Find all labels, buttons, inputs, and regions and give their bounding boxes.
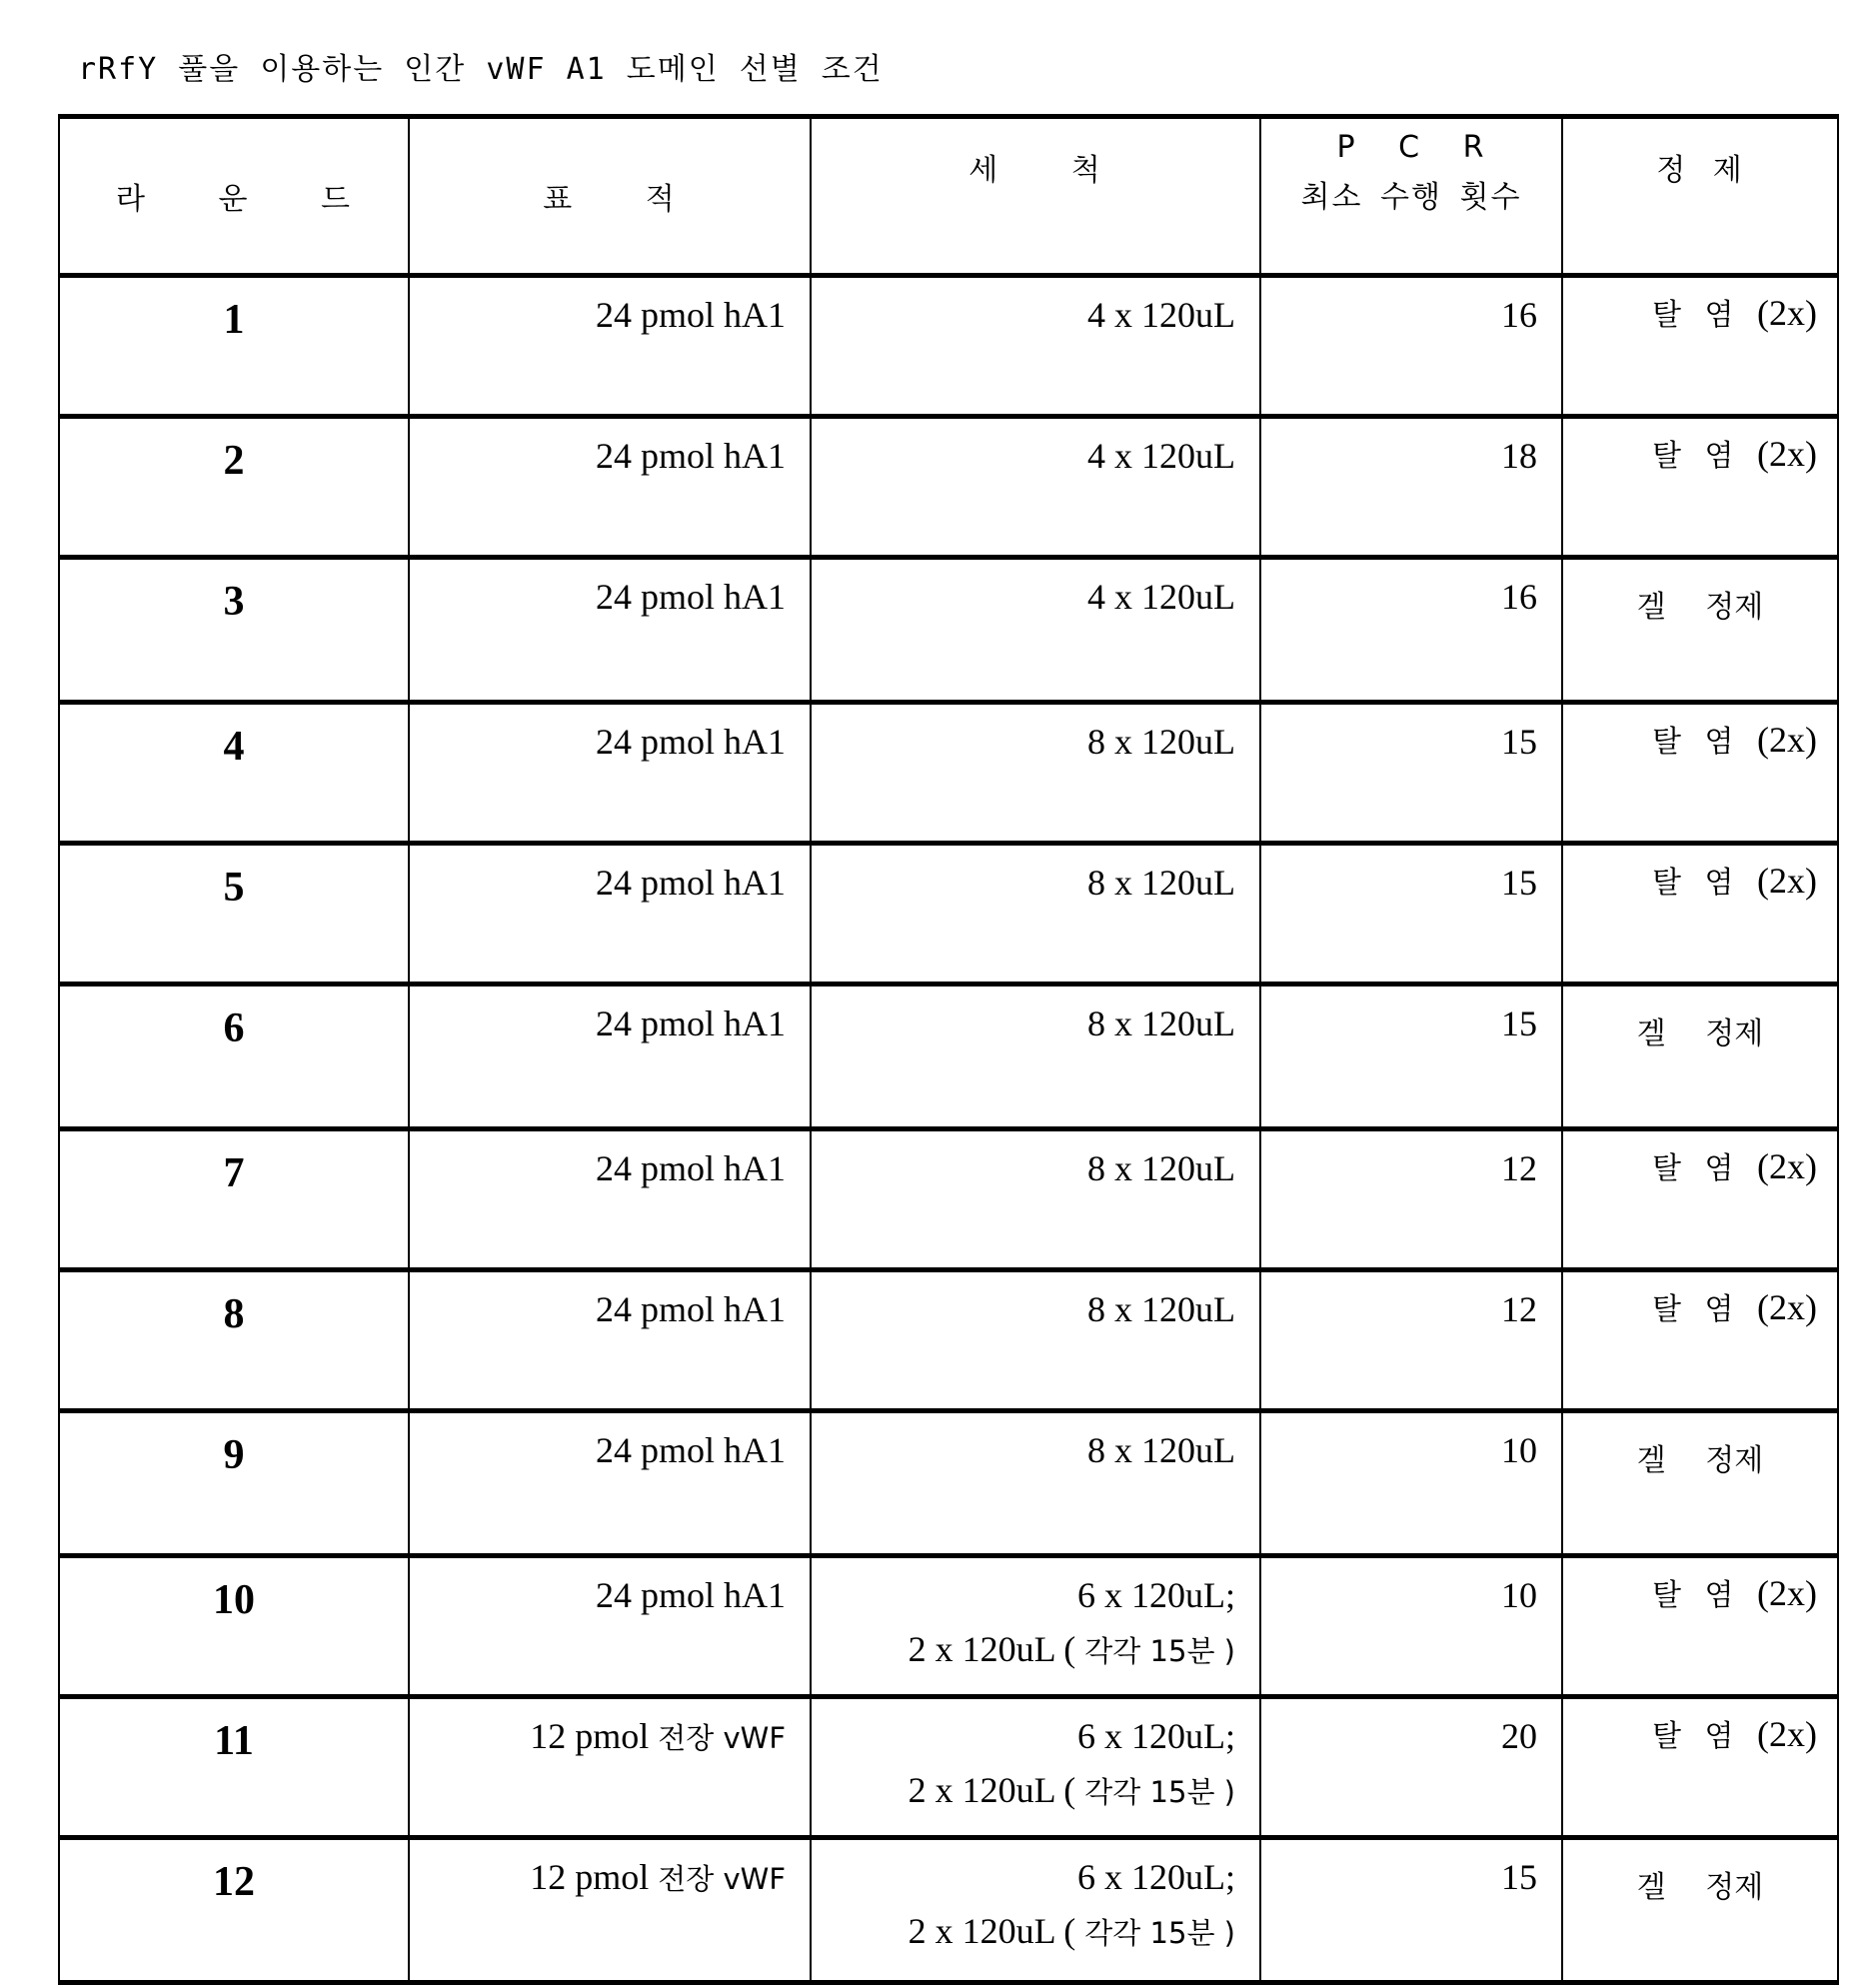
target-cell: 24 pmol hA1 <box>409 703 811 844</box>
pcr-cycles-cell: 10 <box>1260 1556 1562 1697</box>
table-row <box>59 703 1838 844</box>
purification-cell: 탈 염 (2x) <box>1562 1556 1838 1697</box>
table-row <box>59 1556 1838 1697</box>
round-cell: 10 <box>59 1556 409 1697</box>
header-target: 표 적 <box>409 117 811 276</box>
purification-cell: 겔 정제 <box>1562 985 1838 1129</box>
pcr-cycles-cell: 12 <box>1260 1129 1562 1270</box>
pcr-cycles-cell: 15 <box>1260 844 1562 985</box>
target-cell: 24 pmol hA1 <box>409 985 811 1129</box>
target-cell: 12 pmol 전장 vWF <box>409 1697 811 1838</box>
round-cell: 7 <box>59 1129 409 1270</box>
target-cell: 24 pmol hA1 <box>409 1411 811 1556</box>
pcr-cycles-cell: 15 <box>1260 1838 1562 1983</box>
round-cell: 12 <box>59 1838 409 1983</box>
purification-cell: 탈 염 (2x) <box>1562 1697 1838 1838</box>
table-row <box>59 1411 1838 1556</box>
round-cell: 4 <box>59 703 409 844</box>
target-cell: 24 pmol hA1 <box>409 1556 811 1697</box>
round-cell: 3 <box>59 558 409 703</box>
table-row <box>59 1838 1838 1983</box>
table-row <box>59 417 1838 558</box>
table-row <box>59 558 1838 703</box>
table-row <box>59 276 1838 417</box>
pcr-cycles-cell: 16 <box>1260 276 1562 417</box>
wash-cell: 8 x 120uL <box>811 1270 1260 1411</box>
table-row <box>59 1129 1838 1270</box>
selection-conditions-table <box>58 114 1839 1985</box>
purification-cell: 탈 염 (2x) <box>1562 844 1838 985</box>
purification-cell: 겔 정제 <box>1562 1838 1838 1983</box>
purification-cell: 겔 정제 <box>1562 1411 1838 1556</box>
target-cell: 24 pmol hA1 <box>409 1270 811 1411</box>
target-cell: 24 pmol hA1 <box>409 844 811 985</box>
wash-cell: 6 x 120uL; 2 x 120uL ( 각각 15분 ) <box>811 1556 1260 1697</box>
wash-cell: 4 x 120uL <box>811 276 1260 417</box>
purification-cell: 탈 염 (2x) <box>1562 276 1838 417</box>
target-cell: 24 pmol hA1 <box>409 276 811 417</box>
table-row <box>59 985 1838 1129</box>
table-row <box>59 1270 1838 1411</box>
pcr-cycles-cell: 20 <box>1260 1697 1562 1838</box>
wash-cell: 6 x 120uL; 2 x 120uL ( 각각 15분 ) <box>811 1838 1260 1983</box>
round-cell: 1 <box>59 276 409 417</box>
round-cell: 5 <box>59 844 409 985</box>
table-row <box>59 844 1838 985</box>
pcr-cycles-cell: 10 <box>1260 1411 1562 1556</box>
header-purification: 정 제 <box>1562 117 1838 276</box>
target-cell: 24 pmol hA1 <box>409 417 811 558</box>
purification-cell: 탈 염 (2x) <box>1562 703 1838 844</box>
round-cell: 11 <box>59 1697 409 1838</box>
purification-cell: 겔 정제 <box>1562 558 1838 703</box>
wash-cell: 8 x 120uL <box>811 844 1260 985</box>
wash-cell: 8 x 120uL <box>811 985 1260 1129</box>
purification-cell: 탈 염 (2x) <box>1562 1129 1838 1270</box>
pcr-cycles-cell: 16 <box>1260 558 1562 703</box>
round-cell: 6 <box>59 985 409 1129</box>
table-row <box>59 1697 1838 1838</box>
wash-cell: 4 x 120uL <box>811 417 1260 558</box>
wash-cell: 8 x 120uL <box>811 1129 1260 1270</box>
header-round: 라 운 드 <box>59 117 409 276</box>
round-cell: 2 <box>59 417 409 558</box>
round-cell: 8 <box>59 1270 409 1411</box>
header-pcr: P C R 최소 수행 횟수 <box>1260 117 1562 276</box>
target-cell: 24 pmol hA1 <box>409 558 811 703</box>
wash-cell: 4 x 120uL <box>811 558 1260 703</box>
header-wash: 세 척 <box>811 117 1260 276</box>
pcr-cycles-cell: 18 <box>1260 417 1562 558</box>
purification-cell: 탈 염 (2x) <box>1562 1270 1838 1411</box>
pcr-cycles-cell: 15 <box>1260 703 1562 844</box>
target-cell: 24 pmol hA1 <box>409 1129 811 1270</box>
pcr-cycles-cell: 15 <box>1260 985 1562 1129</box>
table-caption: rRfY 풀을 이용하는 인간 vWF A1 도메인 선별 조건 <box>78 44 884 88</box>
purification-cell: 탈 염 (2x) <box>1562 417 1838 558</box>
wash-cell: 6 x 120uL; 2 x 120uL ( 각각 15분 ) <box>811 1697 1260 1838</box>
wash-cell: 8 x 120uL <box>811 703 1260 844</box>
round-cell: 9 <box>59 1411 409 1556</box>
wash-cell: 8 x 120uL <box>811 1411 1260 1556</box>
pcr-cycles-cell: 12 <box>1260 1270 1562 1411</box>
target-cell: 12 pmol 전장 vWF <box>409 1838 811 1983</box>
